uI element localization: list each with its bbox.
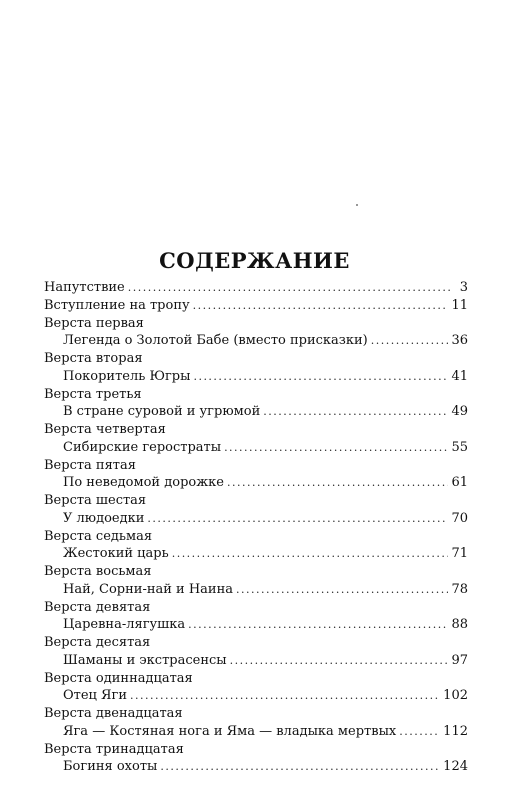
part-title: Верста вторая — [44, 351, 143, 366]
part-title: Верста шестая — [44, 493, 147, 508]
toc-entry-row — [63, 687, 468, 705]
toc-chapter-entry — [44, 758, 468, 776]
toc-entry-row — [63, 545, 468, 563]
entry-title: Легенда о Золотой Бабе (вместо присказки) — [63, 333, 368, 349]
dot-leader — [399, 723, 440, 741]
part-title: Верста четвертая — [44, 422, 166, 437]
dot-leader — [130, 687, 440, 705]
dot-leader — [236, 581, 448, 599]
entry-title: Вступление на тропу — [44, 297, 190, 313]
dot-leader — [230, 652, 449, 670]
toc-part-heading — [44, 350, 468, 368]
entry-title: Отец Яги — [63, 688, 128, 704]
toc-part-heading — [44, 457, 468, 475]
dot-leader — [188, 616, 448, 634]
toc-part-heading — [44, 741, 468, 759]
toc-part-heading — [44, 563, 468, 581]
entry-title: Жестокий царь — [63, 546, 169, 562]
entry-title: Шаманы и экстрасенсы — [63, 652, 227, 668]
toc-part-heading — [44, 599, 468, 617]
toc-part-heading — [44, 386, 468, 404]
part-title: Верста пятая — [44, 457, 136, 473]
toc-part-heading — [44, 670, 468, 688]
toc-part-heading — [44, 315, 468, 333]
part-title: Верста первая — [44, 315, 144, 331]
table-of-contents — [44, 279, 468, 776]
toc-chapter-entry — [44, 616, 468, 634]
page-number: 88 — [451, 617, 468, 633]
page-number: 36 — [451, 333, 468, 349]
dot-leader — [263, 403, 448, 421]
toc-entry-row — [63, 723, 468, 741]
page-speck — [356, 204, 358, 206]
dot-leader — [193, 297, 449, 315]
part-title: Верста седьмая — [44, 528, 153, 544]
toc-entry-row — [63, 474, 468, 492]
toc-part-heading — [44, 705, 468, 723]
part-title: Верста третья — [44, 386, 142, 402]
dot-leader — [371, 332, 449, 350]
toc-entry-row — [63, 510, 468, 528]
page-number: 55 — [451, 439, 468, 455]
toc-entry-row — [63, 368, 468, 386]
page-number: 78 — [451, 581, 468, 597]
toc-chapter-entry — [44, 687, 468, 705]
dot-leader — [224, 439, 448, 457]
toc-chapter-entry — [44, 474, 468, 492]
page-number: 61 — [451, 475, 468, 491]
toc-part-heading — [44, 528, 468, 546]
toc-part-heading — [44, 634, 468, 652]
toc-chapter-entry — [44, 723, 468, 741]
toc-entry-row — [63, 332, 468, 350]
toc-chapter-entry — [44, 403, 468, 421]
toc-chapter-entry — [44, 510, 468, 528]
dot-leader — [160, 758, 440, 776]
page-title: СОДЕРЖАНИЕ — [159, 248, 350, 274]
toc-part-heading — [44, 492, 468, 510]
page-number: 102 — [443, 688, 468, 704]
entry-title: Най, Сорни-най и Наина — [63, 581, 234, 597]
entry-title: По неведомой дорожке — [63, 475, 224, 491]
toc-chapter-entry — [44, 545, 468, 563]
entry-title: Напутствие — [44, 280, 125, 295]
page-number: 11 — [451, 297, 468, 313]
toc-part-heading — [44, 421, 468, 439]
entry-title: Богиня охоты — [63, 759, 158, 775]
dot-leader — [193, 368, 448, 386]
toc-chapter-entry — [44, 439, 468, 457]
dot-leader — [227, 474, 448, 492]
toc-entry — [44, 297, 468, 315]
toc-chapter-entry — [44, 581, 468, 599]
dot-leader — [128, 279, 453, 297]
part-title: Верста десятая — [44, 635, 151, 650]
page-number: 49 — [451, 404, 468, 420]
part-title: Верста девятая — [44, 599, 151, 615]
page-number: 41 — [451, 368, 468, 384]
toc-entry-row — [63, 439, 468, 457]
toc-chapter-entry — [44, 368, 468, 386]
dot-leader — [172, 545, 449, 563]
page-number: 112 — [443, 723, 468, 739]
part-title: Верста восьмая — [44, 564, 152, 579]
part-title: Верста двенадцатая — [44, 706, 183, 721]
page-number: 97 — [451, 652, 468, 668]
entry-title: Царевна-лягушка — [63, 617, 186, 633]
toc-entry-row — [63, 581, 468, 599]
page-number: 124 — [443, 759, 468, 775]
dot-leader — [147, 510, 448, 528]
toc-entry-row — [63, 403, 468, 421]
entry-title: В стране суровой и угрюмой — [63, 404, 261, 420]
entry-title: Сибирские геростраты — [63, 439, 222, 455]
entry-title: Яга — Костяная нога и Яма — владыка мертвых — [63, 723, 397, 739]
page-number: 71 — [451, 546, 468, 562]
entry-title: Покоритель Югры — [63, 368, 191, 384]
toc-entry-row — [44, 279, 468, 297]
part-title: Верста одиннадцатая — [44, 670, 193, 686]
toc-chapter-entry — [44, 652, 468, 670]
entry-title: У людоедки — [63, 510, 145, 526]
page-number: 3 — [459, 280, 468, 295]
toc-entry-row — [44, 297, 468, 315]
toc-entry-row — [63, 616, 468, 634]
toc-entry-row — [63, 652, 468, 670]
toc-chapter-entry — [44, 332, 468, 350]
part-title: Верста тринадцатая — [44, 741, 184, 757]
page-number: 70 — [451, 510, 468, 526]
toc-entry-row — [63, 758, 468, 776]
toc-entry — [44, 279, 468, 297]
